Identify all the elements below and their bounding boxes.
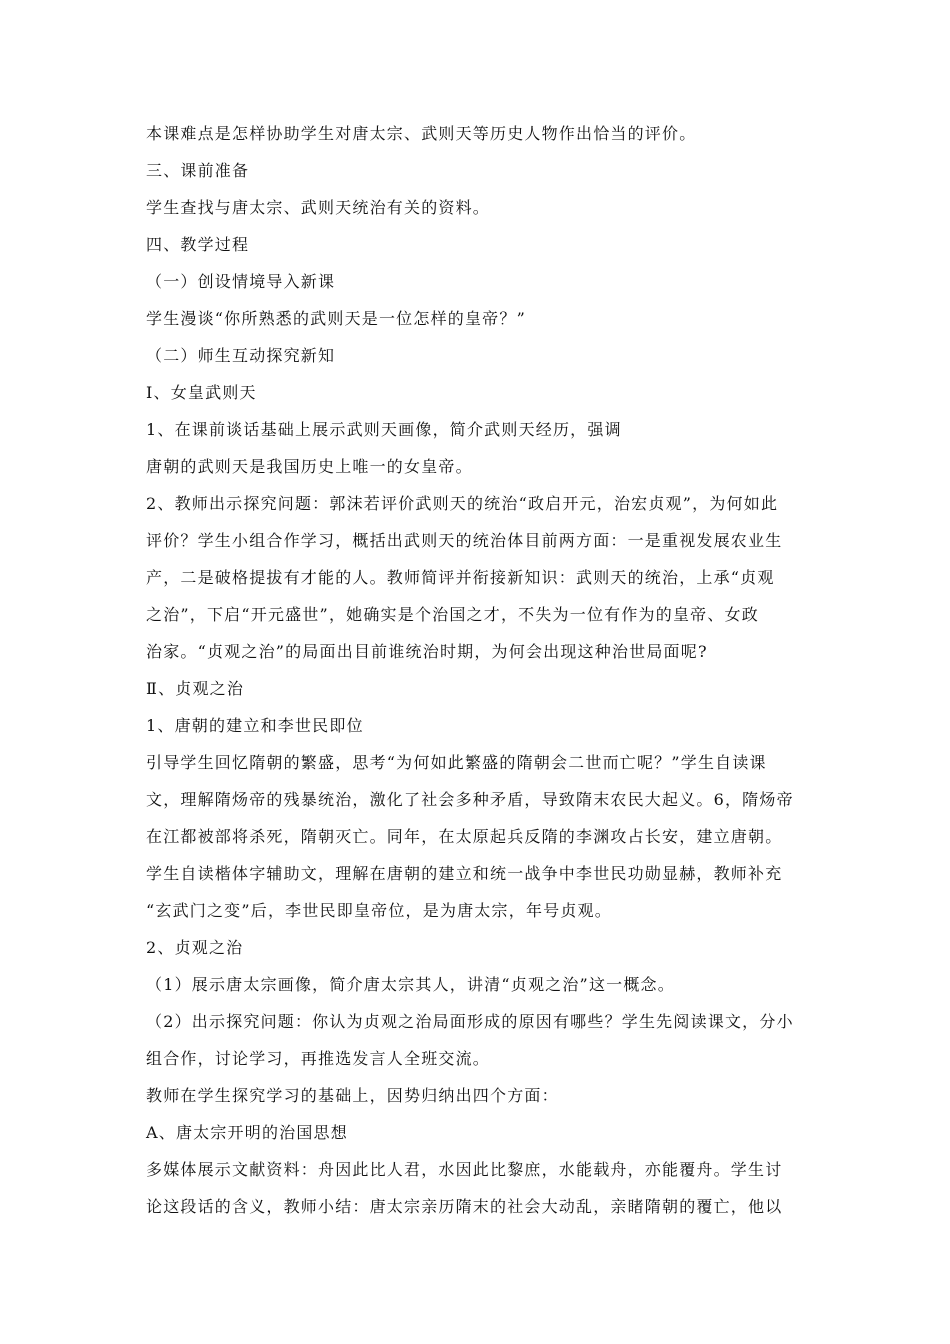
text-line: （1）展示唐太宗画像，简介唐太宗其人，讲清“贞观之治”这一概念。 <box>146 975 675 994</box>
text-line: 组合作，讨论学习，再推选发言人全班交流。 <box>146 1049 491 1068</box>
text-line: 学生漫谈“你所熟悉的武则天是一位怎样的皇帝？” <box>146 309 526 328</box>
text-line: 唐朝的武则天是我国历史上唯一的女皇帝。 <box>146 457 473 476</box>
text-line: 引导学生回忆隋朝的繁盛，思考“为何如此繁盛的隋朝会二世而亡呢？”学生自读课 <box>146 753 767 772</box>
text-line: 论这段话的含义，教师小结：唐太宗亲历隋末的社会大动乱，亲睹隋朝的覆亡，他以 <box>146 1197 783 1216</box>
text-line: “玄武门之变”后，李世民即皇帝位，是为唐太宗，年号贞观。 <box>146 901 612 920</box>
text-line: 2、教师出示探究问题：郭沫若评价武则天的统治“政启开元，治宏贞观”，为何如此 <box>146 494 779 513</box>
text-line: 教师在学生探究学习的基础上，因势归纳出四个方面： <box>146 1086 559 1105</box>
text-line: 在江都被部将杀死，隋朝灭亡。同年，在太原起兵反隋的李渊攻占长安，建立唐朝。 <box>146 827 783 846</box>
text-line: 文，理解隋炀帝的残暴统治，激化了社会多种矛盾，导致隋末农民大起义。6，隋炀帝 <box>146 790 794 809</box>
text-line: 多媒体展示文献资料：舟因此比人君，水因此比黎庶，水能载舟，亦能覆舟。学生讨 <box>146 1160 783 1179</box>
text-line: 学生自读楷体字辅助文，理解在唐朝的建立和统一战争中李世民功勋显赫，教师补充 <box>146 864 783 883</box>
subsection-heading: （二）师生互动探究新知 <box>146 346 336 365</box>
text-line: A、唐太宗开明的治国思想 <box>146 1123 348 1142</box>
text-line: 学生查找与唐太宗、武则天统治有关的资料。 <box>146 198 491 217</box>
text-line: 之治”，下启“开元盛世”，她确实是个治国之才，不失为一位有作为的皇帝、女政 <box>146 605 759 624</box>
topic-heading: Ⅱ、贞观之治 <box>146 679 245 698</box>
text-line: 评价？学生小组合作学习，概括出武则天的统治体目前两方面：一是重视发展农业生 <box>146 531 783 550</box>
text-line: 1、唐朝的建立和李世民即位 <box>146 716 364 735</box>
text-line: 2、贞观之治 <box>146 938 244 957</box>
topic-heading: Ⅰ、女皇武则天 <box>146 383 257 402</box>
section-heading: 三、课前准备 <box>146 161 250 180</box>
subsection-heading: （一）创设情境导入新课 <box>146 272 336 291</box>
text-line: 治家。“贞观之治”的局面出目前谁统治时期，为何会出现这种治世局面呢? <box>146 642 708 661</box>
text-line: （2）出示探究问题：你认为贞观之治局面形成的原因有哪些？学生先阅读课文，分小 <box>146 1012 794 1031</box>
text-line: 1、在课前谈话基础上展示武则天画像，简介武则天经历，强调 <box>146 420 622 439</box>
text-line: 产，二是破格提拔有才能的人。教师简评并衔接新知识：武则天的统治，上承“贞观 <box>146 568 775 587</box>
text-line: 本课难点是怎样协助学生对唐太宗、武则天等历史人物作出恰当的评价。 <box>146 124 697 143</box>
document-body <box>146 123 806 1233</box>
section-heading: 四、教学过程 <box>146 235 250 254</box>
